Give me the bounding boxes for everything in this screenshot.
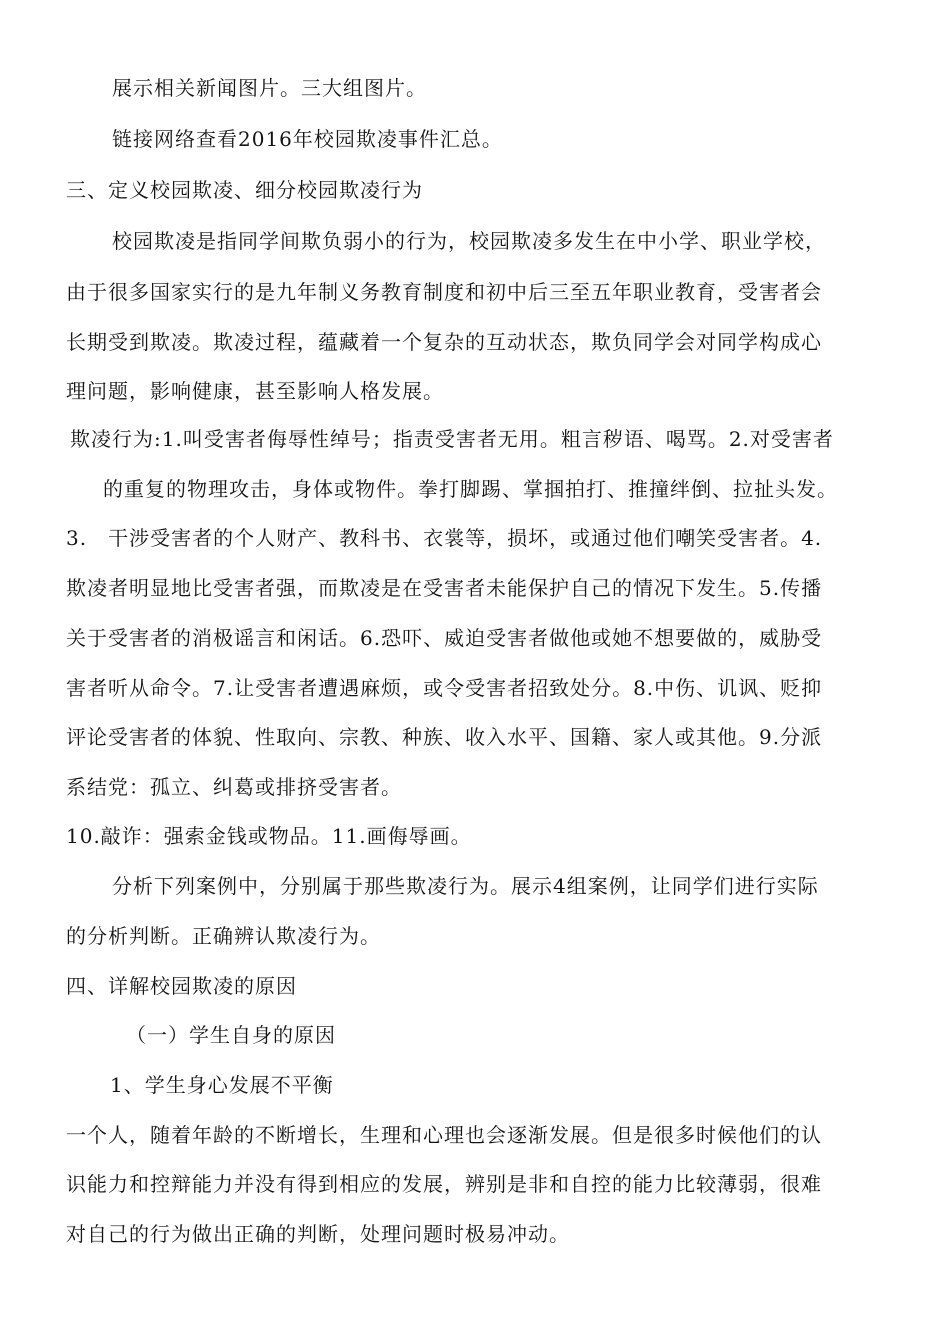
section-heading: 三、定义校园欺凌、细分校园欺凌行为 [66, 178, 423, 202]
text-line: 校园欺凌是指同学间欺负弱小的行为，校园欺凌多发生在中小学、职业学校， [112, 229, 826, 253]
text-line: 分析下列案例中，分别属于那些欺凌行为。展示4组案例，让同学们进行实际 [112, 874, 819, 898]
text-line: 10.敲诈：强索金钱或物品。11.画侮辱画。 [66, 824, 472, 848]
text-line: 链接网络查看2016年校园欺凌事件汇总。 [112, 127, 503, 151]
text-line: 欺凌行为:1.叫受害者侮辱性绰号；指责受害者无用。粗言秽语、喝骂。2.对受害者 [70, 427, 834, 451]
text-line: 系结党：孤立、纠葛或排挤受害者。 [66, 775, 402, 799]
text-line: 评论受害者的体貌、性取向、宗教、种族、收入水平、国籍、家人或其他。9.分派 [66, 725, 823, 749]
text-line: 理问题，影响健康，甚至影响人格发展。 [66, 379, 444, 403]
text-line: 害者听从命令。7.让受害者遭遇麻烦，或令受害者招致处分。8.中伤、讥讽、贬抑 [66, 676, 823, 700]
subsection-heading: （一）学生自身的原因 [126, 1023, 336, 1047]
text-line: 的重复的物理攻击，身体或物件。拳打脚踢、掌掴拍打、推撞绊倒、拉扯头发。 [103, 477, 838, 501]
text-line: 识能力和控辩能力并没有得到相应的发展，辨别是非和自控的能力比较薄弱，很难 [66, 1172, 822, 1196]
text-line: 3. 干涉受害者的个人财产、教科书、衣裳等，损坏，或通过他们嘲笑受害者。4. [66, 526, 823, 550]
text-line: 关于受害者的消极谣言和闲话。6.恐吓、威迫受害者做他或她不想要做的，威胁受 [66, 626, 823, 650]
text-line: 由于很多国家实行的是九年制义务教育制度和初中后三至五年职业教育，受害者会 [66, 280, 822, 304]
text-line: 展示相关新闻图片。三大组图片。 [112, 76, 427, 100]
text-line: 的分析判断。正确辨认欺凌行为。 [66, 924, 381, 948]
text-line: 长期受到欺凌。欺凌过程，蕴藏着一个复杂的互动状态，欺负同学会对同学构成心 [66, 330, 822, 354]
text-line: 欺凌者明显地比受害者强，而欺凌是在受害者未能保护自己的情况下发生。5.传播 [66, 576, 823, 600]
subsection-heading: 1、学生身心发展不平衡 [110, 1073, 334, 1097]
text-line: 一个人，随着年龄的不断增长，生理和心理也会逐渐发展。但是很多时候他们的认 [66, 1123, 822, 1147]
section-heading: 四、详解校园欺凌的原因 [66, 974, 297, 998]
text-line: 对自己的行为做出正确的判断，处理问题时极易冲动。 [66, 1222, 570, 1246]
